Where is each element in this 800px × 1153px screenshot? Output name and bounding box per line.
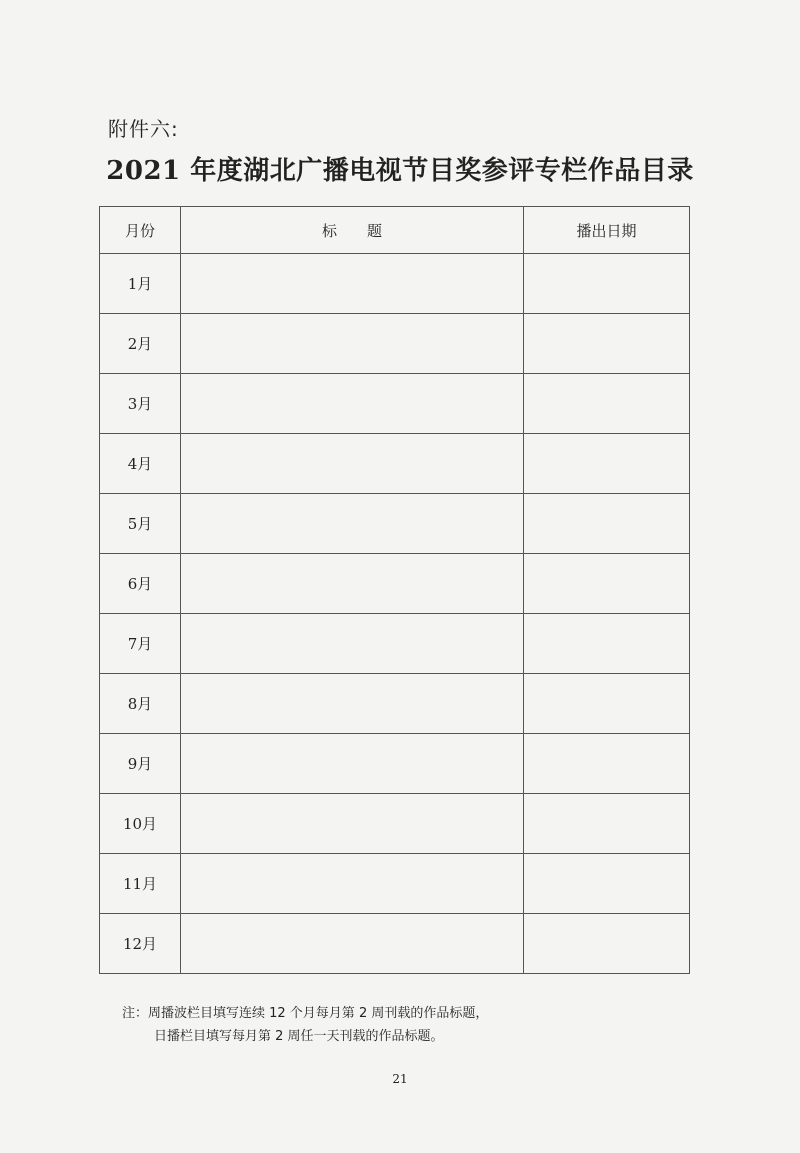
title-cell[interactable] (181, 374, 524, 434)
date-cell[interactable] (524, 734, 690, 794)
table-row (100, 854, 690, 914)
table-row (100, 914, 690, 974)
month-cell: 1月 (100, 254, 181, 314)
month-cell: 9月 (100, 734, 181, 794)
attachment-label: 附件六: (108, 117, 179, 141)
column-header-month: 月份 (100, 207, 181, 254)
month-cell: 8月 (100, 674, 181, 734)
month-cell: 11月 (100, 854, 181, 914)
date-cell[interactable] (524, 314, 690, 374)
date-cell[interactable] (524, 554, 690, 614)
column-header-title: 标 题 (181, 207, 524, 254)
month-cell: 12月 (100, 914, 181, 974)
table-row (100, 494, 690, 554)
title-cell[interactable] (181, 494, 524, 554)
table-row (100, 314, 690, 374)
page-title: 2021 年度湖北广播电视节目奖参评专栏作品目录 (106, 156, 694, 186)
month-cell: 3月 (100, 374, 181, 434)
date-cell[interactable] (524, 614, 690, 674)
month-cell: 4月 (100, 434, 181, 494)
table-header-row (100, 207, 690, 254)
title-cell[interactable] (181, 794, 524, 854)
title-cell[interactable] (181, 614, 524, 674)
page-number: 21 (392, 1072, 408, 1086)
footnote (122, 1002, 488, 1048)
date-cell[interactable] (524, 494, 690, 554)
month-cell: 7月 (100, 614, 181, 674)
month-cell: 10月 (100, 794, 181, 854)
table-row (100, 554, 690, 614)
table-row (100, 374, 690, 434)
date-cell[interactable] (524, 914, 690, 974)
footnote-line-2: 日播栏目填写每月第 2 周任一天刊载的作品标题。 (154, 1029, 444, 1044)
title-cell[interactable] (181, 914, 524, 974)
footnote-line-1: 注：周播波栏目填写连续 12 个月每月第 2 周刊载的作品标题， (122, 1006, 489, 1021)
date-cell[interactable] (524, 434, 690, 494)
table-row (100, 734, 690, 794)
title-cell[interactable] (181, 734, 524, 794)
table-row (100, 254, 690, 314)
title-cell[interactable] (181, 314, 524, 374)
title-cell[interactable] (181, 254, 524, 314)
date-cell[interactable] (524, 254, 690, 314)
table-row (100, 434, 690, 494)
date-cell[interactable] (524, 374, 690, 434)
month-cell: 5月 (100, 494, 181, 554)
catalog-table (99, 206, 690, 974)
title-cell[interactable] (181, 434, 524, 494)
title-cell[interactable] (181, 554, 524, 614)
table-row (100, 674, 690, 734)
column-header-date: 播出日期 (524, 207, 690, 254)
month-cell: 6月 (100, 554, 181, 614)
month-cell: 2月 (100, 314, 181, 374)
table-row (100, 794, 690, 854)
title-cell[interactable] (181, 674, 524, 734)
title-cell[interactable] (181, 854, 524, 914)
table-row (100, 614, 690, 674)
date-cell[interactable] (524, 854, 690, 914)
date-cell[interactable] (524, 794, 690, 854)
date-cell[interactable] (524, 674, 690, 734)
